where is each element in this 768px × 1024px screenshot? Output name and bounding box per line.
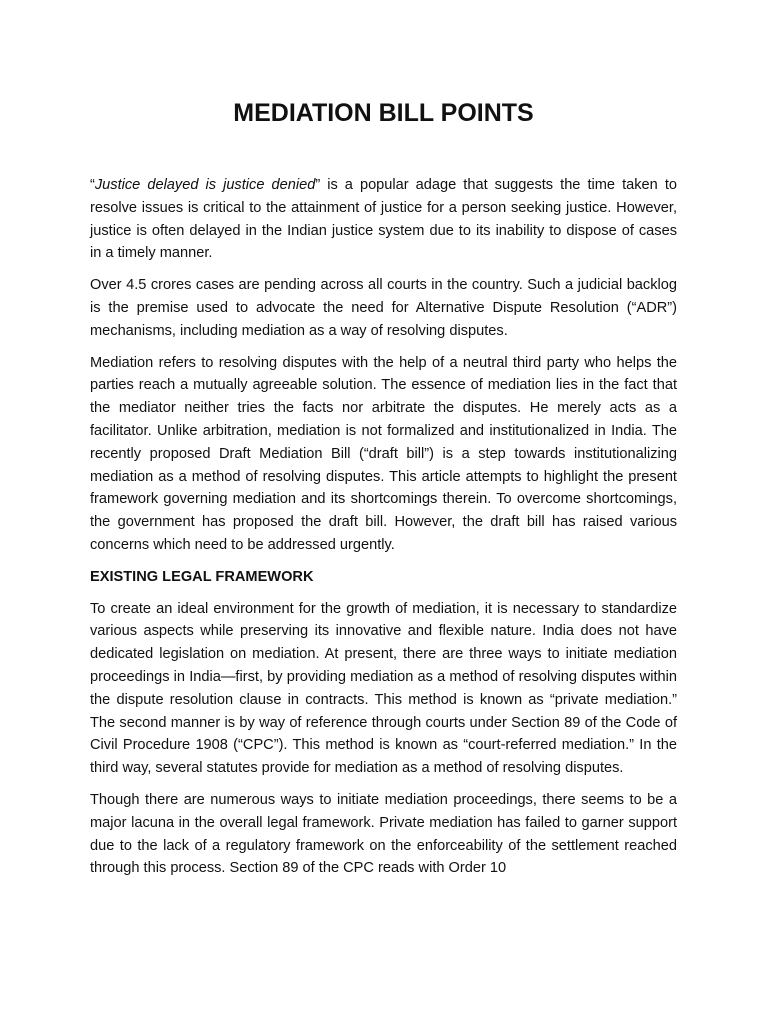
- intro-paragraph: [90, 174, 677, 265]
- intro-rest: ” is a popular adage that suggests the time taken to resolve issues is critical to the attainment of justice for a person seeking justice. However, justice is often delayed in the Indian justice system due to its inability to dispose of cases in a timely manner.: [90, 177, 677, 262]
- intro-open-quote: “: [90, 177, 95, 193]
- paragraph-ideal-environment: To create an ideal environment for the growth of mediation, it is necessary to standardize various aspects while preserving its innovative and flexible nature. India does not have dedicated legislation on mediation. At present, there are three ways to initiate mediation proceedings in India—first, by providing mediation as a method of resolving disputes within the dispute resolution clause in contracts. This method is known as “private mediation.” The second manner is by way of reference through courts under Section 89 of the Code of Civil Procedure 1908 (“CPC”). This method is known as “court-referred mediation.” In the third way, several statutes provide for mediation as a method of resolving disputes.: [90, 600, 677, 777]
- intro-quote-italic: Justice delayed is justice denied: [94, 177, 316, 193]
- document-title: MEDIATION BILL POINTS: [233, 99, 534, 127]
- section-heading-existing-legal-framework: EXISTING LEGAL FRAMEWORK: [90, 568, 314, 585]
- paragraph-mediation-definition: Mediation refers to resolving disputes with the help of a neutral third party who helps the parties reach a mutually agreeable solution. The essence of mediation lies in the fact that the mediator neither tries the facts nor arbitrate the disputes. He merely acts as a facilitator. Unlike arbitration, mediation is not formalized and institutionalized in India. The recently proposed Draft Mediation Bill (“draft bill”) is a step towards institutionalizing mediation as a method of resolving disputes. This article attempts to highlight the present framework governing mediation and its shortcomings therein. To overcome shortcomings, the government has proposed the draft bill. However, the draft bill has raised various concerns which need to be addressed urgently.: [90, 354, 677, 553]
- paragraph-pending-cases: Over 4.5 crores cases are pending across all courts in the country. Such a judicial backlog is the premise used to advocate the need for Alternative Dispute Resolution (“ADR”) mechanisms, including mediation as a way of resolving disputes.: [90, 277, 677, 339]
- paragraph-legal-lacuna: Though there are numerous ways to initiate mediation proceedings, there seems to be a major lacuna in the overall legal framework. Private mediation has failed to garner support due to the lack of a regulatory framework on the enforceability of the settlement reached through this process. Section 89 of the CPC reads with Order 10: [90, 791, 677, 877]
